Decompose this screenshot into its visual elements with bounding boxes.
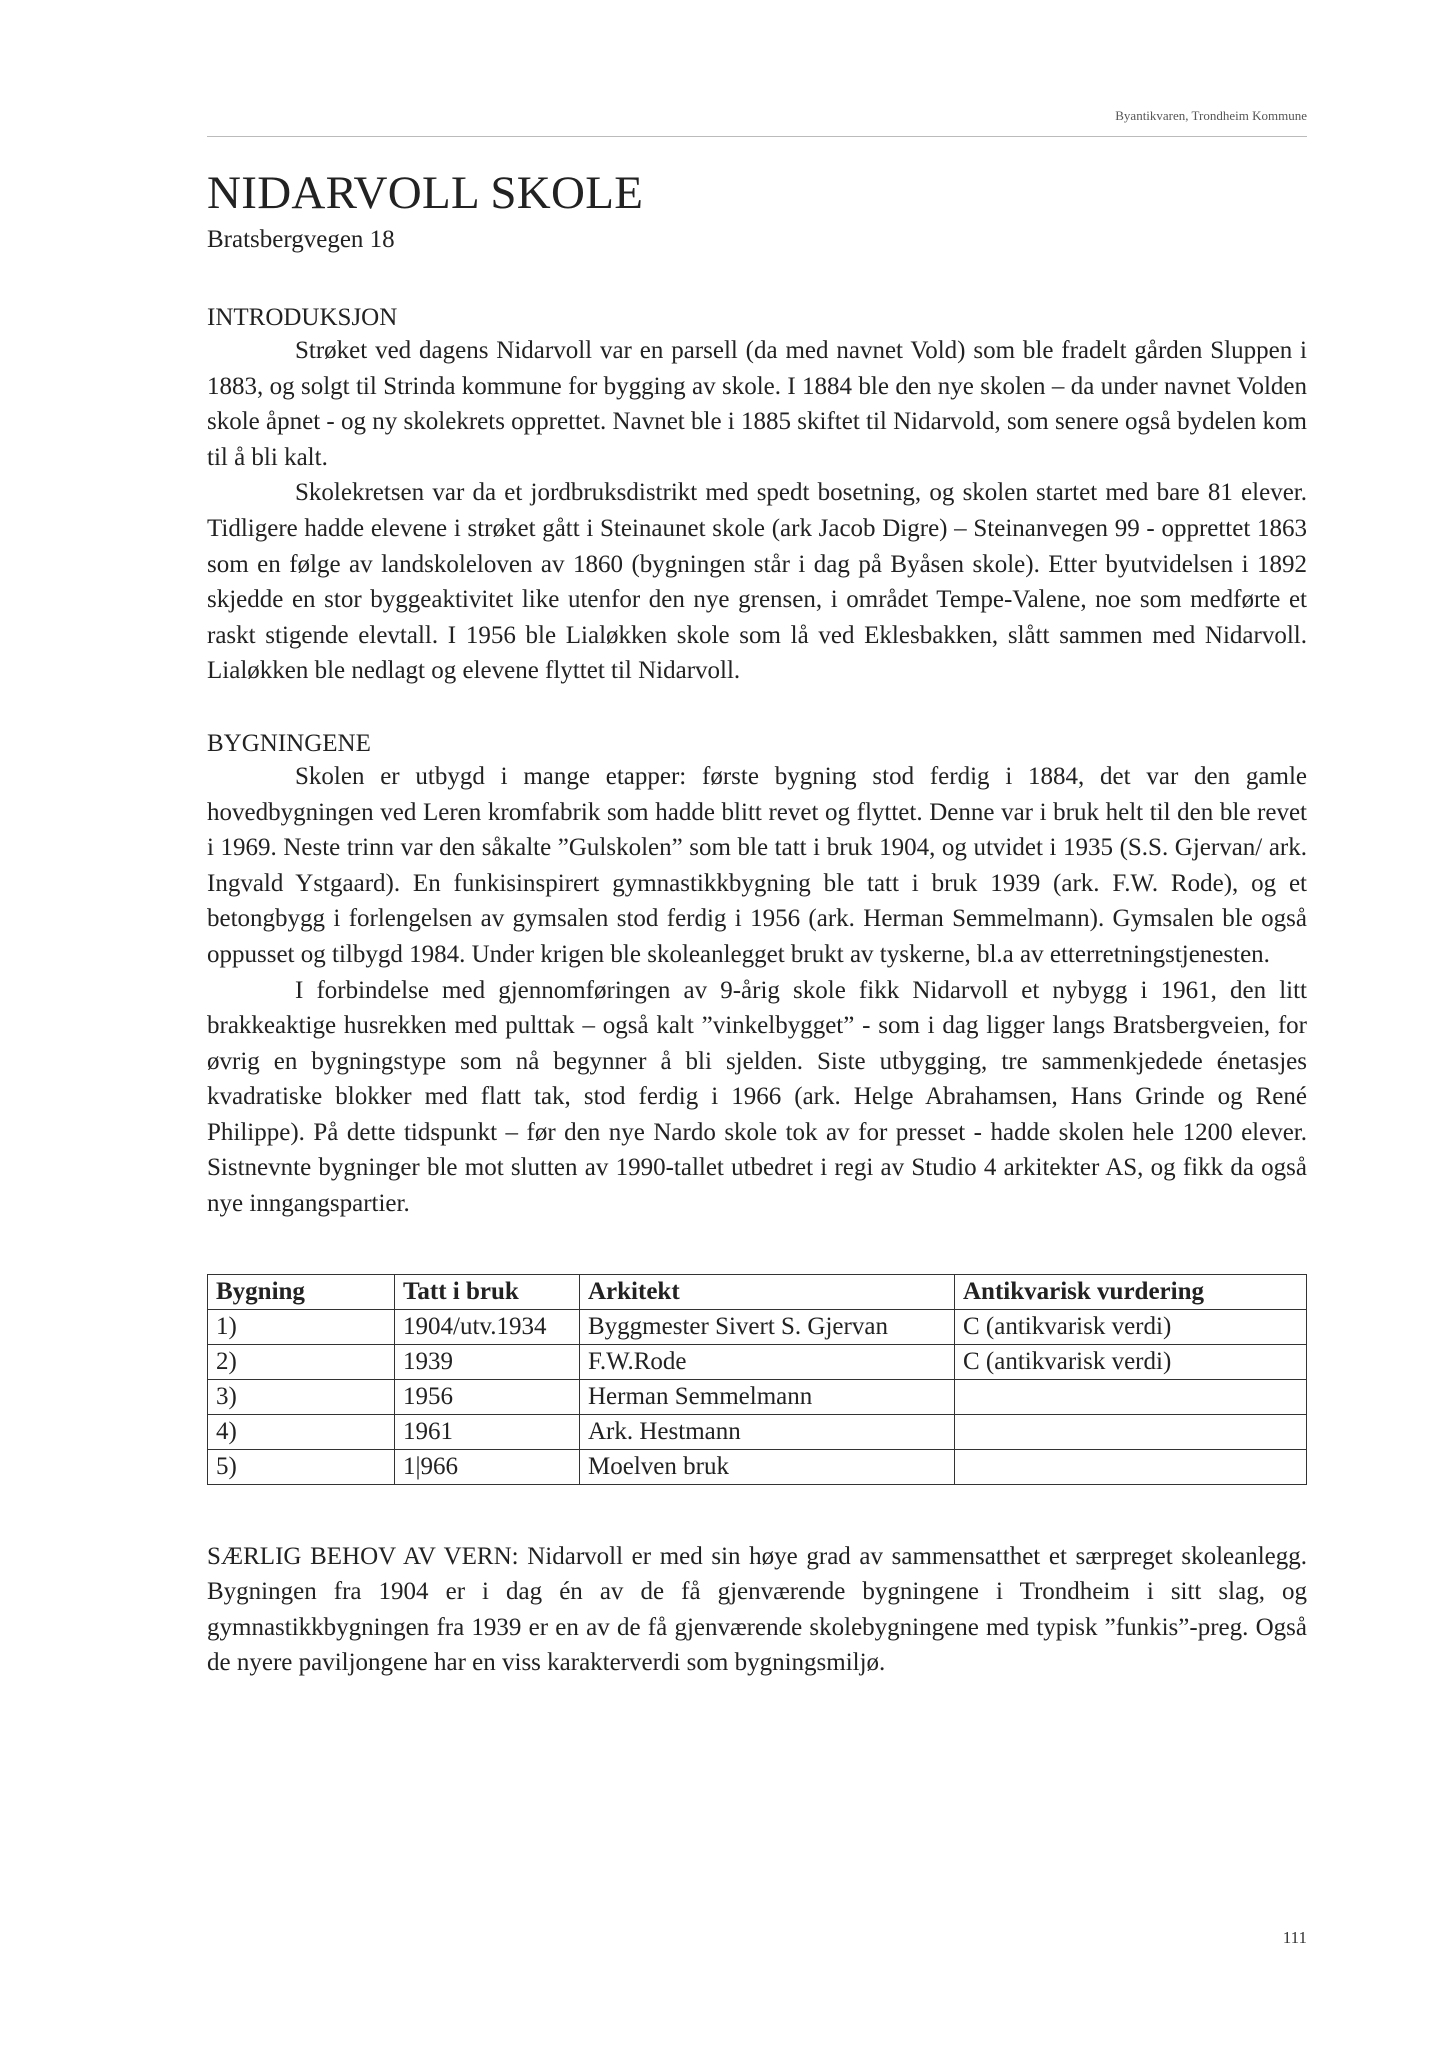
table-cell: Ark. Hestmann [580, 1414, 955, 1449]
table-header-cell: Antikvarisk vurdering [955, 1274, 1307, 1309]
running-header: Byantikvaren, Trondheim Kommune [1115, 108, 1307, 123]
buildings-paragraph-1: Skolen er utbygd i mange etapper: første bygning stod ferdig i 1884, det var den gamle hovedbygningen ved Leren kromfabrik som hadde blitt revet og flyttet. Denne var i bruk helt til den ble revet i 1969. Neste trinn var den såkalte ”Gulskolen” som ble tatt i bruk 1904, og utvidet i 1935 (S.S. Gjervan/ ark. Ingvald Ystgaard). En funkisinspirert gymnastikkbygning ble tatt i bruk 1939 (ark. F.W. Rode), og et betongbygg i forlengelsen av gymsalen stod ferdig i 1956 (ark. Herman Semmelmann). Gymsalen ble også oppusset og tilbygd 1984. Under krigen ble skoleanlegget brukt av tyskerne, bl.a av etterretningstjenesten. [207, 762, 1307, 968]
table-row [208, 1414, 1307, 1449]
page-subtitle: Bratsbergvegen 18 [207, 226, 395, 253]
page-content [207, 167, 1307, 1681]
conservation-paragraph: SÆRLIG BEHOV AV VERN: Nidarvoll er med sin høye grad av sammensatthet et særpreget skoleanlegg. Bygningen fra 1904 er i dag én av de få gjenværende bygningene i Trondheim i sitt slag, og gymnastikkbygningen fra 1939 er en av de få gjenværende skolebygningene med typisk ”funkis”-preg. Også de nyere paviljongene har en viss karakterverdi som bygningsmiljø. [207, 1542, 1307, 1677]
table-cell: Byggmester Sivert S. Gjervan [580, 1309, 955, 1344]
table-cell: Herman Semmelmann [580, 1379, 955, 1414]
table-header-cell: Bygning [208, 1274, 395, 1309]
intro-heading: INTRODUKSJON [207, 304, 398, 331]
table-cell: 1) [208, 1309, 395, 1344]
buildings-table [207, 1274, 1307, 1485]
table-cell: C (antikvarisk verdi) [955, 1344, 1307, 1379]
table-header-row [208, 1274, 1307, 1309]
buildings-paragraph-2: I forbindelse med gjennomføringen av 9-årig skole fikk Nidarvoll et nybygg i 1961, den litt brakkeaktige husrekken med pulttak – også kalt ”vinkelbygget” - som i dag ligger langs Bratsbergveien, for øvrig en bygningstype som nå begynner å bli sjelden. Siste utbygging, tre sammenkjedede énetasjes kvadratiske blokker med flatt tak, stod ferdig i 1966 (ark. Helge Abrahamsen, Hans Grinde og René Philippe). På dette tidspunkt – før den nye Nardo skole tok av for presset - hadde skolen hele 1200 elever. Sistnevnte bygninger ble mot slutten av 1990-tallet utbedret i regi av Studio 4 arkitekter AS, og fikk da også nye inngangspartier. [207, 976, 1307, 1218]
table-row [208, 1449, 1307, 1484]
table-cell [955, 1449, 1307, 1484]
header-divider [207, 136, 1307, 137]
table-row [208, 1344, 1307, 1379]
table-header-cell: Tatt i bruk [395, 1274, 580, 1309]
table-cell: 5) [208, 1449, 395, 1484]
table-cell: 3) [208, 1379, 395, 1414]
table-header-cell: Arkitekt [580, 1274, 955, 1309]
page-number: 111 [1282, 1928, 1307, 1947]
table-cell: C (antikvarisk verdi) [955, 1309, 1307, 1344]
table-cell [955, 1414, 1307, 1449]
intro-paragraph-1: Strøket ved dagens Nidarvoll var en parsell (da med navnet Vold) som ble fradelt gården Sluppen i 1883, og solgt til Strinda kommune for bygging av skole. I 1884 ble den nye skolen – da under navnet Volden skole åpnet - og ny skolekrets opprettet. Navnet ble i 1885 skiftet til Nidarvold, som senere også bydelen kom til å bli kalt. [207, 337, 1307, 471]
buildings-heading: BYGNINGENE [207, 729, 371, 757]
table-cell: Moelven bruk [580, 1449, 955, 1484]
table-cell: 2) [208, 1344, 395, 1379]
table-cell: F.W.Rode [580, 1344, 955, 1379]
table-row [208, 1379, 1307, 1414]
intro-paragraph-2: Skolekretsen var da et jordbruksdistrikt med spedt bosetning, og skolen startet med bare 81 elever. Tidligere hadde elevene i strøket gått i Steinaunet skole (ark Jacob Digre) – Steinanvegen 99 - opprettet 1863 som en følge av landskoleloven av 1860 (bygningen står i dag på Byåsen skole). Etter byutvidelsen i 1892 skjedde en stor byggeaktivitet like utenfor den nye grensen, i området Tempe-Valene, noe som medførte et raskt stigende elevtall. I 1956 ble Lialøkken skole som lå ved Eklesbakken, slått sammen med Nidarvoll. Lialøkken ble nedlagt og elevene flyttet til Nidarvoll. [207, 479, 1307, 685]
page-title: NIDARVOLL SKOLE [207, 167, 644, 219]
table-row [208, 1309, 1307, 1344]
table-cell: 1956 [395, 1379, 580, 1414]
table-cell: 1939 [395, 1344, 580, 1379]
table-cell: 4) [208, 1414, 395, 1449]
table-cell [955, 1379, 1307, 1414]
table-cell: 1|966 [395, 1449, 580, 1484]
table-cell: 1904/utv.1934 [395, 1309, 580, 1344]
table-cell: 1961 [395, 1414, 580, 1449]
